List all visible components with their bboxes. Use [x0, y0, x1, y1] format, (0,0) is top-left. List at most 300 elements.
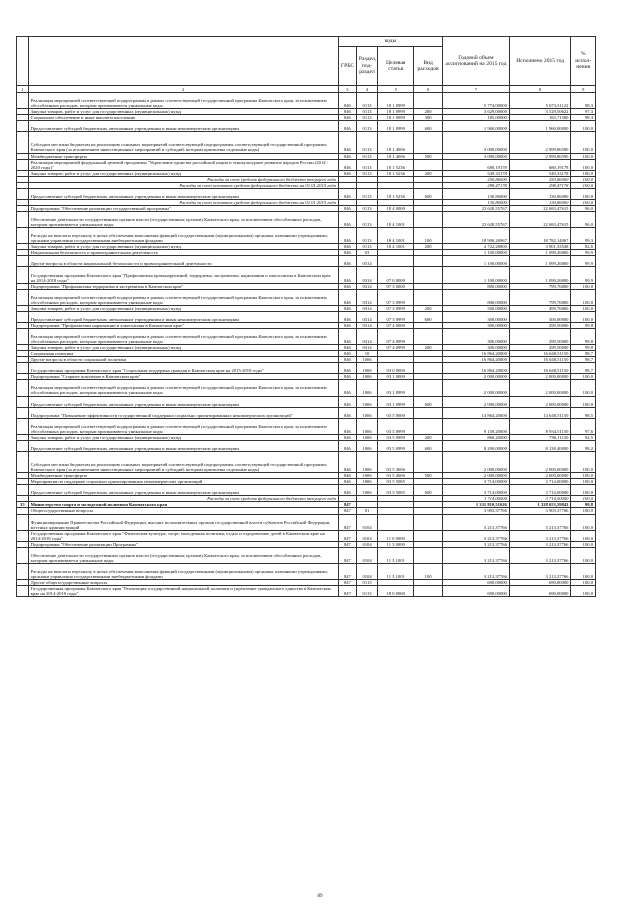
cell-percent: 96,0 [571, 211, 596, 227]
cell-number [17, 407, 29, 418]
cell-item-name: Закупка товаров, работ и услуг для государственных (муниципальных) нужд [28, 244, 338, 250]
cell-grbs: 846 [338, 121, 356, 132]
cell-percent: 82,6 [571, 244, 596, 250]
cell-executed: 8 138,40000 [509, 440, 571, 451]
table-body [17, 93, 596, 597]
cell-percent: 100,0 [571, 132, 596, 153]
cell-number [17, 211, 29, 227]
page-number: 89 [317, 894, 323, 899]
table-row [17, 93, 596, 109]
cell-target-article: 18 1 5236 [378, 188, 414, 199]
cell-annual-plan: 2 000,00000 [442, 452, 509, 473]
cell-target-article: 18 1 4006 [378, 153, 414, 159]
cell-annual-plan: 18 906,26967 [442, 228, 509, 244]
table-row [17, 311, 596, 322]
cell-item-name: Предоставление субсидий бюджетным, автономным учреждениям и иным некоммерческим организациям [28, 440, 338, 451]
cell-percent: 100,0 [571, 170, 596, 176]
cell-number [17, 132, 29, 153]
cell-expense-type [414, 93, 443, 109]
cell-percent: 99,9 [571, 250, 596, 256]
cell-expense-type: 600 [414, 485, 443, 496]
cell-target-article: 03 5 0999 [378, 418, 414, 434]
table-row [17, 132, 596, 153]
cell-percent: 99,9 [571, 267, 596, 283]
cell-executed: 690,00000 [509, 586, 571, 597]
table-row [17, 440, 596, 451]
cell-executed: 1 099,26800 [509, 267, 571, 283]
cell-target-article: 18 0 0000 [378, 586, 414, 597]
cell-target-article: 07 0 0000 [378, 267, 414, 283]
cell-annual-plan: 500,00000 [442, 305, 509, 311]
cell-grbs: 846 [338, 159, 356, 170]
cell-annual-plan: 860,20000 [442, 434, 509, 440]
cell-razdel: 0314 [356, 345, 377, 351]
cell-annual-plan: 3 213,37766 [442, 530, 509, 541]
cell-percent: 100,0 [571, 563, 596, 579]
cell-executed: 16 648,51150 [509, 363, 571, 374]
cell-grbs: 847 [338, 563, 356, 579]
cell-number [17, 380, 29, 396]
cell-target-article: 07 3 0000 [378, 283, 414, 289]
header-grbs: ГРБС [338, 47, 356, 86]
cell-number [17, 159, 29, 170]
cell-executed: 5 673,31122 [509, 93, 571, 109]
cell-number [17, 485, 29, 496]
cell-number [17, 228, 29, 244]
cell-razdel: 0113 [356, 170, 377, 176]
cell-expense-type [414, 267, 443, 283]
cell-percent: 100,0 [571, 530, 596, 541]
cell-item-name: Предоставление субсидий бюджетным, автономным учреждениям и иным некоммерческим организациям [28, 121, 338, 132]
cell-item-name: Министерство спорта и молодежной политики Камчатского края [28, 502, 338, 508]
cell-percent: 100,0 [571, 121, 596, 132]
cell-razdel: 0113 [356, 205, 377, 211]
cell-percent: 92,5 [571, 434, 596, 440]
cell-percent: 99,9 [571, 256, 596, 267]
cell-annual-plan: 1 100,00000 [442, 250, 509, 256]
cell-annual-plan: 8 290,00000 [442, 440, 509, 451]
cell-executed: 299,50000 [509, 345, 571, 351]
table-row [17, 211, 596, 227]
cell-percent: 98,7 [571, 357, 596, 363]
cell-annual-plan: 4 722,28800 [442, 244, 509, 250]
cell-executed: 2 000,00000 [509, 396, 571, 407]
cell-target-article: 18 4 1001 [378, 228, 414, 244]
cell-executed: 22 683,47615 [509, 205, 571, 211]
cell-item-name: Функционирование Правительства Российской Федерации, высших исполнительных органов государственной власти субъектов Российской Федерации, местных администраций [28, 514, 338, 530]
cell-item-name: Закупка товаров, работ и услуг для государственных (муниципальных) нужд [28, 345, 338, 351]
cell-number [17, 418, 29, 434]
header-target: Целевая статья [378, 47, 414, 86]
cell-razdel: 0113 [356, 115, 377, 121]
cell-grbs: 847 [338, 508, 356, 514]
header-pct: % испол-нения [571, 37, 596, 86]
cell-target-article: 03 1 0000 [378, 374, 414, 380]
cell-percent: 98,2 [571, 440, 596, 451]
cell-razdel: 0113 [356, 159, 377, 170]
cell-executed: 499,76800 [509, 305, 571, 311]
cell-number [17, 289, 29, 305]
cell-number [17, 267, 29, 283]
cell-percent: 100,0 [571, 311, 596, 322]
cell-expense-type [414, 418, 443, 434]
cell-expense-type [414, 159, 443, 170]
cell-grbs: 846 [338, 250, 356, 256]
header-colnum: 7 [442, 86, 509, 93]
cell-percent: 100,0 [571, 283, 596, 289]
cell-annual-plan: 680,19178 [442, 159, 509, 170]
cell-annual-plan: 5 774,00000 [442, 93, 509, 109]
cell-grbs: 846 [338, 407, 356, 418]
cell-target-article: 07 3 0999 [378, 311, 414, 322]
cell-percent: 100,0 [571, 176, 596, 182]
cell-executed: 1 328 653,59843 [509, 502, 571, 508]
cell-number [17, 586, 29, 597]
cell-grbs: 846 [338, 256, 356, 267]
cell-target-article: 03 5 0000 [378, 407, 414, 418]
cell-executed: 796,11150 [509, 434, 571, 440]
cell-executed: 183,71500 [509, 115, 571, 121]
table-row [17, 188, 596, 199]
cell-annual-plan: 1 100,00000 [442, 267, 509, 283]
cell-number [17, 440, 29, 451]
cell-percent: 97,3 [571, 109, 596, 115]
cell-expense-type: 200 [414, 170, 443, 176]
cell-razdel: 0104 [356, 530, 377, 541]
cell-target-article: 07 4 0000 [378, 322, 414, 328]
cell-expense-type [414, 328, 443, 344]
cell-number [17, 93, 29, 109]
cell-expense-type: 600 [414, 188, 443, 199]
cell-razdel: 1006 [356, 396, 377, 407]
cell-razdel: 1006 [356, 363, 377, 374]
cell-expense-type [414, 289, 443, 305]
cell-percent: 100,0 [571, 188, 596, 199]
cell-executed: 2 000,00000 [509, 374, 571, 380]
header-colnum: 6 [414, 86, 443, 93]
table-row [17, 121, 596, 132]
cell-annual-plan: 1 100,00000 [442, 256, 509, 267]
cell-item-name: Расходы на выплаты персоналу в целях обеспечения выполнения функций государственными (муниципальными) органами, казенными учреждениями, органами управления государственными внебюджетными фондами [28, 228, 338, 244]
cell-razdel: 0314 [356, 289, 377, 305]
cell-item-name: Межбюджетные трансферты [28, 473, 338, 479]
cell-item-name: Обеспечение деятельности государственных органов власти (государственных органов) Камчатского края, за исключением обособленных расходов, которым присваиваются уникальные коды [28, 547, 338, 563]
cell-number [17, 188, 29, 199]
cell-expense-type: 500 [414, 473, 443, 479]
cell-item-name: Государственная программа Камчатского края "Социальная поддержка граждан в Камчатском крае на 2015-2018 годы" [28, 363, 338, 374]
cell-executed: 3 714,00000 [509, 479, 571, 485]
cell-grbs: 847 [338, 514, 356, 530]
cell-expense-type [414, 407, 443, 418]
cell-executed: 2 999,86590 [509, 132, 571, 153]
cell-grbs: 846 [338, 283, 356, 289]
cell-item-name: Подпрограмма "Профилактика наркомании и алкоголизма в Камчатском крае" [28, 322, 338, 328]
table-row [17, 228, 596, 244]
cell-percent: 100,0 [571, 473, 596, 479]
header-colnum: 8 [509, 86, 571, 93]
cell-expense-type [414, 547, 443, 563]
cell-annual-plan: 9 150,20000 [442, 418, 509, 434]
cell-target-article: 03 5 0999 [378, 434, 414, 440]
cell-annual-plan: 3 213,37766 [442, 541, 509, 547]
cell-razdel: 0314 [356, 283, 377, 289]
cell-grbs: 847 [338, 541, 356, 547]
cell-expense-type: 100 [414, 228, 443, 244]
table-row [17, 514, 596, 530]
header-colnum: 4 [356, 86, 377, 93]
cell-annual-plan: 250,86000 [442, 176, 509, 182]
cell-grbs: 846 [338, 228, 356, 244]
cell-razdel: 01 [356, 508, 377, 514]
cell-percent: 100,0 [571, 153, 596, 159]
cell-executed: 3 213,37766 [509, 563, 571, 579]
cell-expense-type: 200 [414, 305, 443, 311]
cell-item-name: Социальное обеспечение и иные выплаты населению [28, 115, 338, 121]
cell-item-name: Предоставление субсидий бюджетным, автономным учреждениям и иным некоммерческим организациям [28, 188, 338, 199]
cell-target-article: 18 1 4006 [378, 132, 414, 153]
cell-grbs: 846 [338, 170, 356, 176]
cell-razdel: 0314 [356, 305, 377, 311]
cell-executed: 250,86000 [509, 176, 571, 182]
cell-percent: 98,7 [571, 363, 596, 374]
cell-executed: 300,00000 [509, 311, 571, 322]
cell-target-article: 18 1 5236 [378, 159, 414, 170]
header-codes: коды [338, 37, 442, 47]
cell-annual-plan: 3 714,00000 [442, 496, 509, 502]
table-row [17, 563, 596, 579]
cell-razdel: 1006 [356, 452, 377, 473]
table-row [17, 547, 596, 563]
table-row [17, 485, 596, 496]
cell-razdel: 1006 [356, 434, 377, 440]
cell-item-name: Расходы на выплаты персоналу в целях обеспечения выполнения функций государственными (муниципальными) органами, казенными учреждениями, органами управления государственными внебюджетными фондами [28, 563, 338, 579]
cell-percent: 99,3 [571, 115, 596, 121]
cell-item-name: Государственная программа Камчатского края "Профилактика правонарушений, терроризма, экстремизма, наркомании и алкоголизма в Камчатском крае на 2014-2018 годы" [28, 267, 338, 283]
cell-executed: 3 714,00000 [509, 485, 571, 496]
cell-annual-plan: 800,00000 [442, 289, 509, 305]
cell-grbs: 847 [338, 580, 356, 586]
cell-razdel: 0113 [356, 188, 377, 199]
cell-expense-type: 200 [414, 109, 443, 115]
cell-executed: 298,47178 [509, 182, 571, 188]
cell-grbs: 846 [338, 374, 356, 380]
cell-expense-type: 600 [414, 396, 443, 407]
cell-executed: 130,86000 [509, 188, 571, 199]
cell-percent: 100,0 [571, 452, 596, 473]
header-colnum: 3 [338, 86, 356, 93]
cell-percent: 98,7 [571, 351, 596, 357]
cell-annual-plan: 300,00000 [442, 328, 509, 344]
cell-expense-type [414, 363, 443, 374]
table-row [17, 452, 596, 473]
cell-target-article [378, 514, 414, 530]
cell-percent: 99,8 [571, 322, 596, 328]
cell-razdel: 0113 [356, 211, 377, 227]
cell-grbs: 847 [338, 547, 356, 563]
cell-grbs: 846 [338, 311, 356, 322]
cell-razdel: 0113 [356, 109, 377, 115]
cell-razdel: 1006 [356, 473, 377, 479]
cell-razdel: 0314 [356, 256, 377, 267]
cell-target-article: 03 5 4006 [378, 473, 414, 479]
cell-executed: 3 903,37766 [509, 508, 571, 514]
cell-percent: 100,0 [571, 305, 596, 311]
cell-number [17, 396, 29, 407]
table-header [17, 37, 596, 93]
cell-target-article: 11 3 0000 [378, 541, 414, 547]
cell-grbs: 846 [338, 205, 356, 211]
cell-item-name: Расходы за счет остатков средств федерального бюджета на 01.01.2015 года [28, 199, 338, 205]
table-row [17, 289, 596, 305]
cell-razdel: 1006 [356, 407, 377, 418]
cell-razdel: 1006 [356, 485, 377, 496]
cell-percent: 100,0 [571, 396, 596, 407]
cell-expense-type: 100 [414, 563, 443, 579]
cell-annual-plan: 3 213,37766 [442, 514, 509, 530]
table-row [17, 328, 596, 344]
cell-percent: 100,0 [571, 586, 596, 597]
cell-target-article: 03 1 0999 [378, 396, 414, 407]
cell-expense-type: 600 [414, 121, 443, 132]
cell-executed: 799,76800 [509, 289, 571, 305]
cell-executed: 18 782,14067 [509, 228, 571, 244]
cell-grbs: 846 [338, 188, 356, 199]
table-row [17, 586, 596, 597]
cell-annual-plan: 2 000,00000 [442, 374, 509, 380]
cell-executed: 3 213,37766 [509, 514, 571, 530]
header-razdel: Раздел, под-раздел [356, 47, 377, 86]
table-row [17, 267, 596, 283]
budget-table [16, 36, 596, 597]
cell-target-article: 03 5 0999 [378, 440, 414, 451]
cell-item-name: Реализация мероприятий соответствующей подпрограммы в рамках соответствующей государственной программы Камчатского края, за исключением обособленных расходов, которым присваиваются уникальные коды [28, 93, 338, 109]
cell-annual-plan: 298,47178 [442, 182, 509, 188]
cell-expense-type: 300 [414, 115, 443, 121]
cell-expense-type: 500 [414, 153, 443, 159]
header-vid: Вид расходов [414, 47, 443, 86]
cell-percent: 100,0 [571, 508, 596, 514]
cell-expense-type: 600 [414, 311, 443, 322]
cell-percent: 100,0 [571, 479, 596, 485]
cell-expense-type: 200 [414, 434, 443, 440]
cell-annual-plan: 185,00000 [442, 115, 509, 121]
cell-executed: 3 213,37766 [509, 547, 571, 563]
cell-razdel: 0104 [356, 514, 377, 530]
cell-expense-type: 600 [414, 440, 443, 451]
cell-item-name: Подпрограмма "Профилактика терроризма и экстремизма в Камчатском крае" [28, 283, 338, 289]
cell-item-name: Социальная политика [28, 351, 338, 357]
cell-annual-plan: 3 213,37766 [442, 547, 509, 563]
cell-target-article: 03 0 0000 [378, 363, 414, 374]
cell-annual-plan: 2 000,00000 [442, 473, 509, 479]
cell-item-name: Другие вопросы в области национальной безопасности и правоохранительной деятельности [28, 256, 338, 267]
cell-razdel: 0113 [356, 580, 377, 586]
cell-executed: 3 213,37766 [509, 541, 571, 547]
cell-razdel: 0314 [356, 311, 377, 322]
cell-annual-plan: 14 864,20000 [442, 407, 509, 418]
cell-razdel: 0113 [356, 586, 377, 597]
cell-grbs: 846 [338, 345, 356, 351]
cell-target-article: 07 4 0999 [378, 328, 414, 344]
cell-razdel: 0314 [356, 267, 377, 283]
header-num [17, 37, 29, 86]
cell-expense-type [414, 514, 443, 530]
cell-grbs: 846 [338, 357, 356, 363]
table-row [17, 407, 596, 418]
cell-razdel: 0113 [356, 93, 377, 109]
cell-razdel: 1006 [356, 418, 377, 434]
cell-executed: 2 999,86590 [509, 153, 571, 159]
cell-percent: 100,0 [571, 380, 596, 396]
cell-percent: 100,0 [571, 514, 596, 530]
cell-target-article: 03 5 5085 [378, 485, 414, 496]
cell-grbs: 846 [338, 479, 356, 485]
cell-executed: 299,50000 [509, 328, 571, 344]
cell-number [17, 328, 29, 344]
cell-target-article: 18 1 0999 [378, 115, 414, 121]
table-row [17, 159, 596, 170]
cell-target-article: 18 4 1001 [378, 211, 414, 227]
cell-expense-type [414, 256, 443, 267]
cell-item-name: Другие вопросы в области социальной политики [28, 357, 338, 363]
cell-item-name: Субсидии местным бюджетам на реализацию основных мероприятий соответствующей подпрограммы соответствующей государственной программы Камчатского края (за исключением инвестиционных мероприятий и субсидий, которым присвоены отдельные коды) [28, 452, 338, 473]
cell-executed: 8 934,51150 [509, 418, 571, 434]
cell-grbs: 846 [338, 351, 356, 357]
cell-item-name: Расходы за счет остатков средств федерального бюджета на 01.01.2015 года [28, 182, 338, 188]
header-name [28, 37, 338, 86]
cell-grbs: 846 [338, 485, 356, 496]
cell-item-name: Расходы за счет средств федерального бюджета текущего года [28, 176, 338, 182]
cell-grbs: 846 [338, 109, 356, 115]
cell-percent: 100,0 [571, 496, 596, 502]
cell-target-article: 18 4 0000 [378, 205, 414, 211]
cell-annual-plan: 23 628,55767 [442, 211, 509, 227]
cell-item-name: Государственная программа Камчатского края "Физическая культура, спорт, молодежная политика, отдых и оздоровление детей в Камчатском крае на 2014-2018 годы" [28, 530, 338, 541]
cell-expense-type [414, 530, 443, 541]
cell-target-article: 18 1 0999 [378, 109, 414, 115]
cell-executed: 799,76800 [509, 283, 571, 289]
cell-item-name: Межбюджетные трансферты [28, 153, 338, 159]
cell-item-name: Закупка товаров, работ и услуг для государственных (муниципальных) нужд [28, 434, 338, 440]
cell-item-name: Реализация мероприятий соответствующей подпрограммы в рамках соответствующей государственной программы Камчатского края, за исключением обособленных расходов, которым присваиваются уникальные коды [28, 328, 338, 344]
table-row [17, 396, 596, 407]
cell-item-name: Подпрограмма "Обеспечение реализации Программы" [28, 541, 338, 547]
cell-executed: 299,50000 [509, 322, 571, 328]
cell-executed: 690,00000 [509, 580, 571, 586]
cell-item-name: Подпрограмма "Старшее поколение в Камчатском крае" [28, 374, 338, 380]
cell-annual-plan: 3 000,00000 [442, 153, 509, 159]
cell-razdel: 1006 [356, 479, 377, 485]
cell-grbs: 847 [338, 586, 356, 597]
cell-annual-plan: 3 714,00000 [442, 479, 509, 485]
cell-item-name: Предоставление субсидий бюджетным, автономным учреждениям и иным некоммерческим организациям [28, 485, 338, 496]
cell-item-name: Закупка товаров, работ и услуг для государственных (муниципальных) нужд [28, 109, 338, 115]
cell-grbs: 846 [338, 305, 356, 311]
cell-percent: 97,6 [571, 418, 596, 434]
cell-expense-type: 200 [414, 244, 443, 250]
cell-grbs: 847 [338, 502, 356, 508]
header-colnum: 1 [17, 86, 29, 93]
cell-percent: 100,0 [571, 199, 596, 205]
cell-annual-plan: 800,00000 [442, 283, 509, 289]
cell-annual-plan: 3 903,37766 [442, 508, 509, 514]
cell-item-name: Реализация мероприятий соответствующей подпрограммы в рамках соответствующей государственной программы Камчатского края, за исключением обособленных расходов, которым присваиваются уникальные коды [28, 289, 338, 305]
cell-executed: 1 099,26800 [509, 256, 571, 267]
header-colnum: 5 [378, 86, 414, 93]
cell-item-name: Общегосударственные вопросы [28, 508, 338, 514]
table-row [17, 256, 596, 267]
cell-percent: 100,0 [571, 182, 596, 188]
